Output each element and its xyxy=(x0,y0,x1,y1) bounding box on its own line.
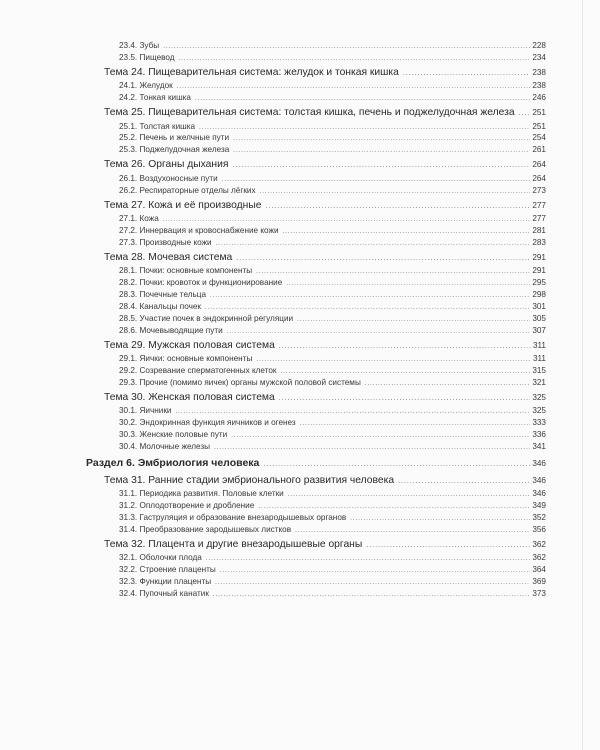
toc-entry-page-number: 362 xyxy=(532,553,546,563)
toc-entry-title: 23.4. Зубы xyxy=(119,41,160,50)
toc-entry-title: 25.2. Печень и желчные пути xyxy=(119,133,230,143)
toc-entry-page-number: 373 xyxy=(532,589,546,598)
dot-leader xyxy=(256,267,530,279)
toc-entry-title: 29.3. Прочие (помимо яичек) органы мужской половой системы xyxy=(119,377,361,387)
toc-entry-page-number: 346 xyxy=(532,458,546,468)
toc-entry-title: 28.4. Канальцы почек xyxy=(119,301,201,311)
dot-leader xyxy=(199,123,530,135)
toc-entry-title: Тема 26. Органы дыхания xyxy=(104,159,229,171)
dot-leader xyxy=(233,146,530,158)
toc-topic-entry[interactable] xyxy=(86,158,546,173)
toc-entry-title: 28.3. Почечные тельца xyxy=(119,289,207,299)
toc-sub-entry[interactable] xyxy=(86,301,546,313)
toc-section-entry[interactable] xyxy=(86,456,546,471)
toc-entry-page-number: 364 xyxy=(532,565,546,575)
dot-leader xyxy=(263,457,530,472)
toc-topic-entry[interactable] xyxy=(86,251,546,266)
toc-entry-title: 31.2. Оплодотворение и дробление xyxy=(119,501,255,511)
toc-entry-page-number: 325 xyxy=(532,406,546,416)
toc-sub-entry[interactable] xyxy=(86,121,546,133)
toc-sub-entry[interactable] xyxy=(86,377,546,389)
toc-sub-entry[interactable] xyxy=(86,325,546,337)
toc-entry-title: 28.1. Почки: основные компоненты xyxy=(119,266,253,276)
toc-entry-title: Тема 27. Кожа и её производные xyxy=(104,199,262,211)
toc-entry-page-number: 264 xyxy=(532,173,546,183)
toc-sub-entry[interactable] xyxy=(86,353,546,365)
toc-sub-entry[interactable] xyxy=(86,52,546,64)
toc-entry-page-number: 301 xyxy=(532,301,546,311)
toc-sub-entry[interactable] xyxy=(86,40,546,52)
toc-entry-title: Тема 29. Мужская половая система xyxy=(104,339,275,351)
toc-entry-title: Раздел 6. Эмбриология человека xyxy=(86,456,260,469)
toc-entry-page-number: 273 xyxy=(532,185,546,195)
toc-entry-title: 26.2. Респираторные отделы лёгких xyxy=(119,185,256,195)
toc-entry-page-number: 315 xyxy=(532,365,546,375)
toc-entry-title: 31.4. Преобразование зародышевых листков xyxy=(119,524,292,534)
toc-entry-page-number: 228 xyxy=(532,41,546,50)
toc-entry-page-number: 251 xyxy=(532,108,546,118)
dot-leader xyxy=(260,187,531,199)
toc-entry-page-number: 346 xyxy=(532,489,546,499)
toc-sub-entry[interactable] xyxy=(86,132,546,144)
toc-topic-entry[interactable] xyxy=(86,199,546,214)
toc-entry-page-number: 246 xyxy=(532,93,546,103)
toc-sub-entry[interactable] xyxy=(86,588,546,600)
toc-entry-title: Тема 24. Пищеварительная система: желудок и тонкая кишка xyxy=(104,66,399,78)
dot-leader xyxy=(214,443,530,455)
toc-entry-title: 30.1. Яичники xyxy=(119,406,172,416)
toc-entry-page-number: 291 xyxy=(532,252,546,262)
toc-entry-title: 23.5. Пищевод xyxy=(119,52,175,62)
toc-entry-title: 31.1. Периодика развития. Половые клетки xyxy=(119,489,284,499)
toc-entry-title: 32.3. Функции плаценты xyxy=(119,577,212,587)
toc-sub-entry[interactable] xyxy=(86,313,546,325)
toc-sub-entry[interactable] xyxy=(86,564,546,576)
toc-sub-entry[interactable] xyxy=(86,185,546,197)
toc-entry-title: 26.1. Воздухоносные пути xyxy=(119,173,218,183)
dot-leader xyxy=(295,526,530,538)
toc-entry-page-number: 336 xyxy=(532,429,546,439)
toc-entry-page-number: 325 xyxy=(532,392,546,402)
dot-leader xyxy=(398,475,530,490)
toc-topic-entry[interactable] xyxy=(86,66,546,81)
toc-topic-entry[interactable] xyxy=(86,474,546,489)
toc-entry-page-number: 298 xyxy=(532,289,546,299)
toc-entry-title: 32.2. Строение плаценты xyxy=(119,565,216,575)
toc-entry-page-number: 238 xyxy=(532,67,546,77)
toc-entry-page-number: 305 xyxy=(532,313,546,323)
toc-entry-page-number: 264 xyxy=(532,160,546,170)
dot-leader xyxy=(233,134,530,146)
toc-sub-entry[interactable] xyxy=(86,225,546,237)
toc-entry-title: Тема 25. Пищеварительная система: толстая кишка, печень и поджелудочная железа xyxy=(104,107,515,119)
toc-sub-entry[interactable] xyxy=(86,524,546,536)
dot-leader xyxy=(220,566,531,578)
dot-leader xyxy=(265,200,530,215)
dot-leader xyxy=(297,315,530,327)
toc-sub-entry[interactable] xyxy=(86,237,546,249)
toc-sub-entry[interactable] xyxy=(86,92,546,104)
page-edge-line xyxy=(582,0,583,750)
toc-sub-entry[interactable] xyxy=(86,488,546,500)
toc-entry-page-number: 362 xyxy=(532,539,546,549)
toc-entry-page-number: 352 xyxy=(532,513,546,523)
dot-leader xyxy=(236,252,530,267)
dot-leader xyxy=(216,239,531,251)
toc-sub-entry[interactable] xyxy=(86,365,546,377)
toc-entry-page-number: 261 xyxy=(532,145,546,155)
toc-entry-title: Тема 31. Ранние стадии эмбрионального развития человека xyxy=(104,474,395,486)
toc-entry-page-number: 356 xyxy=(532,524,546,534)
toc-sub-entry[interactable] xyxy=(86,552,546,564)
toc-sub-entry[interactable] xyxy=(86,144,546,156)
dot-leader xyxy=(232,159,530,174)
toc-entry-title: 32.4. Пупочный канатик xyxy=(119,589,209,598)
toc-entry-title: 25.1. Толстая кишка xyxy=(119,121,196,131)
toc-sub-entry[interactable] xyxy=(86,429,546,441)
table-of-contents xyxy=(86,40,546,600)
dot-leader xyxy=(163,42,530,54)
toc-topic-entry[interactable] xyxy=(86,106,546,121)
toc-entry-title: 25.3. Поджелудочная железа xyxy=(119,145,230,155)
toc-entry-title: 24.2. Тонкая кишка xyxy=(119,93,191,103)
toc-entry-title: 24.1. Желудок xyxy=(119,81,173,91)
toc-entry-page-number: 238 xyxy=(532,81,546,91)
toc-entry-page-number: 311 xyxy=(532,340,546,350)
dot-leader xyxy=(403,67,530,82)
toc-entry-title: Тема 28. Мочевая система xyxy=(104,251,233,263)
toc-entry-page-number: 321 xyxy=(532,377,546,387)
toc-entry-title: 27.2. Иннервация и кровоснабжение кожи xyxy=(119,225,279,235)
toc-entry-title: 28.2. Почки: кровоток и функционирование xyxy=(119,278,283,288)
toc-entry-page-number: 349 xyxy=(532,501,546,511)
dot-leader xyxy=(256,355,531,367)
toc-topic-entry[interactable] xyxy=(86,538,546,553)
toc-sub-entry[interactable] xyxy=(86,576,546,588)
dot-leader xyxy=(286,279,530,291)
toc-entry-page-number: 254 xyxy=(532,133,546,143)
dot-leader xyxy=(283,227,531,239)
dot-leader xyxy=(300,419,531,431)
dot-leader xyxy=(210,291,530,303)
toc-entry-title: Тема 32. Плацента и другие внезародышевые органы xyxy=(104,538,363,550)
dot-leader xyxy=(215,578,530,590)
toc-entry-title: 29.2. Созревание сперматогенных клеток xyxy=(119,365,277,375)
dot-leader xyxy=(227,327,531,339)
dot-leader xyxy=(350,514,530,526)
toc-sub-entry[interactable] xyxy=(86,441,546,453)
toc-topic-entry[interactable] xyxy=(86,339,546,354)
toc-sub-entry[interactable] xyxy=(86,405,546,417)
toc-entry-page-number: 277 xyxy=(532,200,546,210)
toc-sub-entry[interactable] xyxy=(86,80,546,92)
toc-sub-entry[interactable] xyxy=(86,417,546,429)
toc-entry-title: 30.4. Молочные железы xyxy=(119,441,211,451)
toc-entry-page-number: 341 xyxy=(532,441,546,451)
toc-entry-page-number: 311 xyxy=(532,354,546,364)
dot-leader xyxy=(195,94,530,106)
dot-leader xyxy=(366,539,530,554)
toc-sub-entry[interactable] xyxy=(86,213,546,225)
dot-leader xyxy=(279,392,531,407)
toc-entry-page-number: 307 xyxy=(532,325,546,335)
dot-leader xyxy=(222,175,531,187)
toc-entry-title: 30.2. Эндокринная функция яичников и огенез xyxy=(119,418,296,428)
toc-sub-entry[interactable] xyxy=(86,500,546,512)
toc-entry-title: 31.3. Гаструляция и образование внезародышевых органов xyxy=(119,513,347,523)
toc-entry-title: 27.1. Кожа xyxy=(119,214,159,224)
dot-leader xyxy=(206,554,530,566)
toc-entry-page-number: 291 xyxy=(532,266,546,276)
toc-entry-page-number: 295 xyxy=(532,278,546,288)
dot-leader xyxy=(519,107,531,122)
toc-sub-entry[interactable] xyxy=(86,289,546,301)
dot-leader xyxy=(231,431,530,443)
dot-leader xyxy=(279,340,531,355)
toc-entry-page-number: 333 xyxy=(532,418,546,428)
toc-entry-page-number: 281 xyxy=(532,225,546,235)
toc-sub-entry[interactable] xyxy=(86,512,546,524)
dot-leader xyxy=(213,590,530,602)
toc-entry-title: 29.1. Яички: основные компоненты xyxy=(119,354,253,364)
toc-entry-page-number: 283 xyxy=(532,237,546,247)
toc-entry-title: 27.3. Производные кожи xyxy=(119,237,212,247)
dot-leader xyxy=(179,54,531,66)
toc-entry-title: 30.3. Женские половые пути xyxy=(119,429,228,439)
dot-leader xyxy=(177,82,531,94)
toc-topic-entry[interactable] xyxy=(86,391,546,406)
toc-entry-title: 28.5. Участие почек в эндокринной регуляции xyxy=(119,313,294,323)
toc-entry-page-number: 234 xyxy=(532,52,546,62)
toc-entry-page-number: 369 xyxy=(532,577,546,587)
toc-entry-title: 28.6. Мочевыводящие пути xyxy=(119,325,223,335)
toc-entry-title: 32.1. Оболочки плода xyxy=(119,553,202,563)
toc-entry-page-number: 277 xyxy=(532,214,546,224)
toc-entry-title: Тема 30. Женская половая система xyxy=(104,391,275,403)
toc-sub-entry[interactable] xyxy=(86,173,546,185)
toc-entry-page-number: 251 xyxy=(532,121,546,131)
toc-entry-page-number: 346 xyxy=(532,475,546,485)
dot-leader xyxy=(288,490,531,502)
toc-sub-entry[interactable] xyxy=(86,265,546,277)
toc-sub-entry[interactable] xyxy=(86,277,546,289)
dot-leader xyxy=(365,379,531,391)
